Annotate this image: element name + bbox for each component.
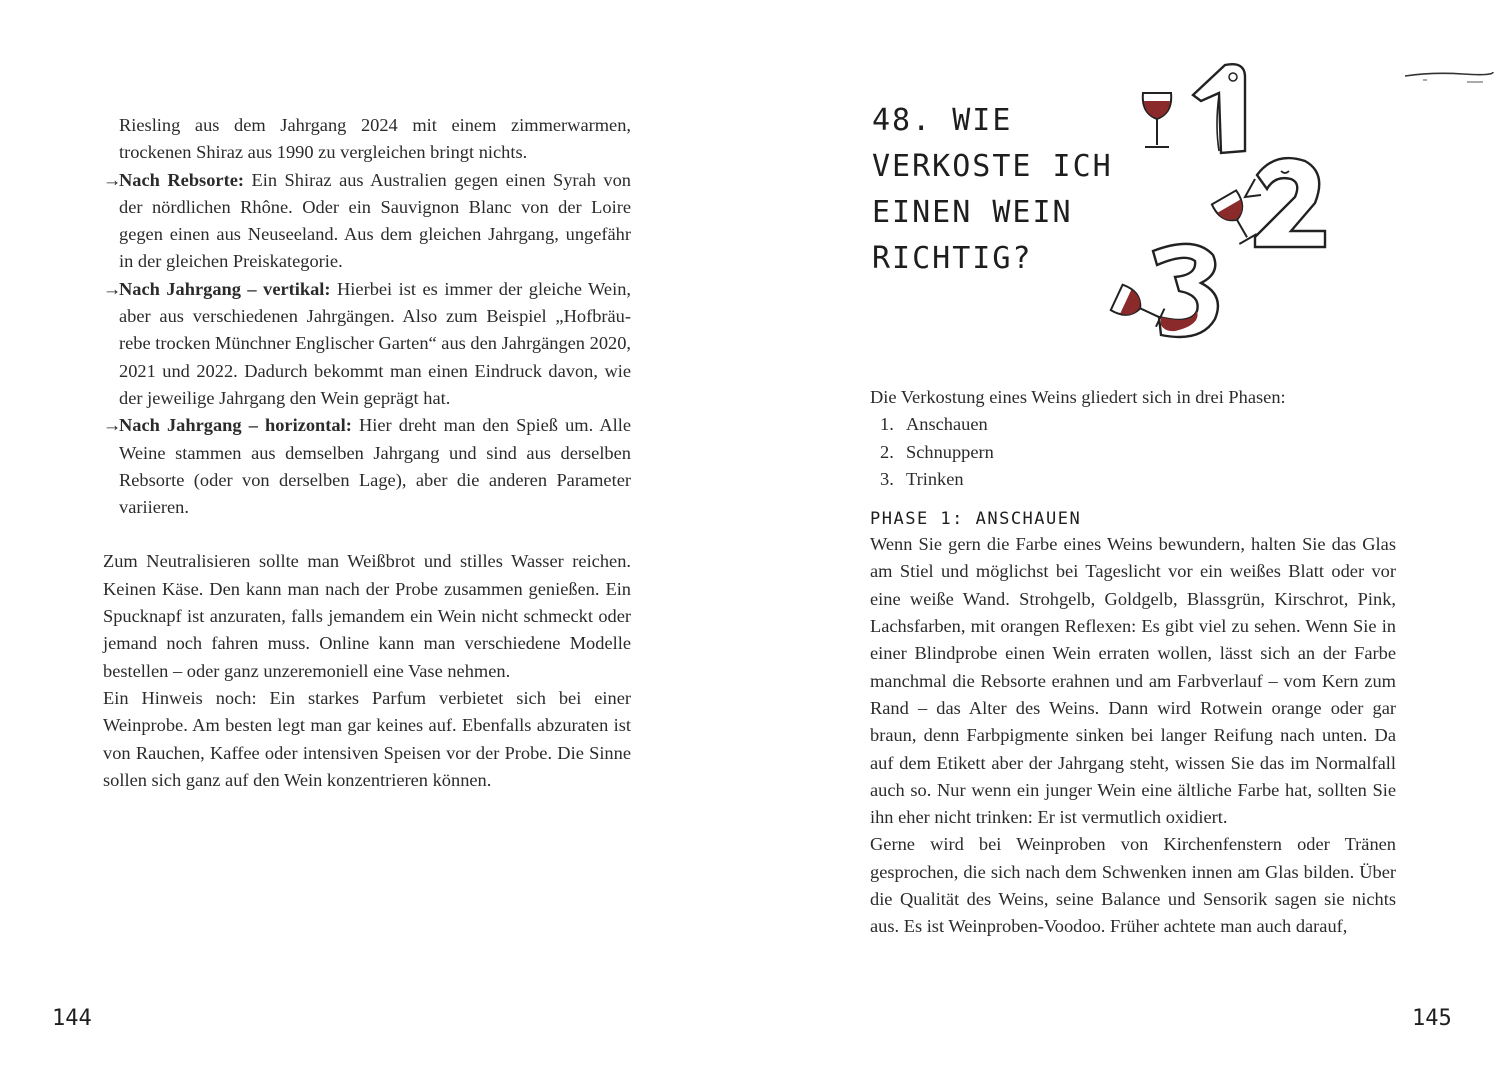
intro-line: Die Verkostung eines Weins gliedert sich in drei Phasen: (870, 387, 1286, 407)
paragraph-gap (103, 521, 631, 548)
chapter-title (872, 98, 1132, 282)
title-line: EINEN WEIN (872, 195, 1073, 230)
bullet-item-horizontal (103, 412, 631, 521)
wine-glass-icon (1143, 93, 1171, 147)
list-item (870, 439, 1396, 466)
paragraph-anschauen: Wenn Sie gern die Farbe eines Weins bewundern, halten Sie das Glas am Stiel und möglichst bei Tageslicht vor ein weißes Blatt oder vor eine weiße Wand. Strohgelb, Goldgelb, Blassgrün, Kirschrot, Pink, Lachsfarben, mit orangen Reflexen: Es gibt viel zu sehen. Wenn Sie in einer Blindprobe einen Wein erraten wollen, lässt sich an der Farbe manchmal die Rebsorte erahnen und am Farbverlauf – vom Kern zum Rand – das Alter des Weins. Dann wird Rotwein orange oder gar braun, denn Farbpigmente sinken bei langer Reifung nach unten. Da auf dem Etikett aber der Jahrgang steht, wissen Sie das im Normalfall auch so. Nur wenn ein junger Wein eine ältliche Farbe hat, sollten Sie ihn eher nicht trinken: Er ist vermutlich oxidiert. (870, 534, 1396, 828)
digit-one-icon (1193, 64, 1245, 153)
left-page-text (103, 112, 631, 794)
bullet-item-vertikal (103, 276, 631, 412)
section-heading: PHASE 1: ANSCHAUEN (870, 509, 1082, 530)
bullet-label: Nach Rebsorte: (119, 169, 244, 190)
arrow-icon: → (103, 415, 122, 436)
paragraph-hinweis: Ein Hinweis noch: Ein starkes Parfum verbietet sich bei einer Weinprobe. Am besten legt man gar keines auf. Ebenfalls abzuraten ist von Rauchen, Kaffee oder intensiven Speisen vor der Probe. Die Sinne sollen sich ganz auf den Wein konzentrieren können. (103, 687, 631, 790)
bullet-label: Nach Jahrgang – vertikal: (119, 278, 331, 299)
list-label: Trinken (906, 468, 964, 489)
paragraph-traenen: Gerne wird bei Weinproben von Kirchenfenstern oder Tränen gesprochen, die sich nach dem Schwenken innen am Glas bilden. Über die Qualität des Weins, seine Balance und Sensorik sagen sie nichts aus. Es ist Weinproben-Voodoo. Früher achtete man auch darauf, (870, 834, 1396, 937)
paragraph-neutralisieren: Zum Neutralisieren sollte man Weißbrot und stilles Wasser reichen. Keinen Käse. Den kann man nach der Probe zusammen genießen. Ein Spucknapf ist anzuraten, falls jemandem ein Wein nicht schmeckt oder jemand noch fahren muss. Online kann man verschiedene Modelle bestellen – oder ganz unzeremoniell eine Vase nehmen. (103, 551, 631, 681)
corner-scribble (1403, 66, 1495, 90)
page-number-left: 144 (52, 1006, 92, 1031)
wine-glass-icon (1212, 190, 1261, 246)
digit-two-icon (1245, 158, 1325, 247)
digit-three-icon (1153, 244, 1218, 337)
list-label: Anschauen (906, 414, 988, 435)
phase-list (870, 411, 1396, 493)
title-line: RICHTIG? (872, 241, 1033, 276)
arrow-icon: → (103, 278, 122, 299)
list-item (870, 466, 1396, 493)
continuation-paragraph: Riesling aus dem Jahrgang 2024 mit einem zimmerwarmen, trockenen Shiraz aus 1990 zu vergleichen bringt nichts. (119, 115, 631, 163)
list-number: 3. (880, 468, 894, 489)
title-line: 48. WIE (872, 103, 1013, 138)
list-label: Schnuppern (906, 441, 994, 462)
list-number: 1. (880, 414, 894, 435)
title-line: VERKOSTE ICH (872, 149, 1113, 184)
list-number: 2. (880, 441, 894, 462)
list-item (870, 411, 1396, 438)
right-page (750, 0, 1500, 1086)
page-number-right: 145 (1412, 1006, 1452, 1031)
wine-glass-icon (1111, 285, 1167, 331)
bullet-item-rebsorte (103, 167, 631, 276)
numbers-wine-illustration (1105, 55, 1345, 345)
bullet-label: Nach Jahrgang – horizontal: (119, 415, 352, 436)
bullet-text: Hierbei ist es immer der gleiche Wein, aber aus verschiedenen Jahrgängen. Also zum Beispiel „Hofbräu-rebe trocken Münchner Englischer Garten“ aus den Jahrgängen 2020, 2021 und 2022. Dadurch bekommt man einen Eindruck davon, wie der jeweilige Jahrgang den Wein geprägt hat. (119, 278, 631, 408)
arrow-icon: → (103, 169, 122, 190)
right-page-text (870, 384, 1396, 941)
bullet-text: Hier dreht man den Spieß um. Alle Weine stammen aus demselben Jahrgang und sind aus derselben Rebsorte (oder von derselben Lage), aber die anderen Parameter variieren. (119, 415, 631, 518)
bullet-text: Ein Shiraz aus Australien gegen einen Syrah von der nördlichen Rhône. Oder ein Sauvignon Blanc von der Loire gegen einen aus Neuseeland. Aus dem gleichen Jahrgang, ungefähr in der gleichen Preiskategorie. (119, 169, 631, 272)
